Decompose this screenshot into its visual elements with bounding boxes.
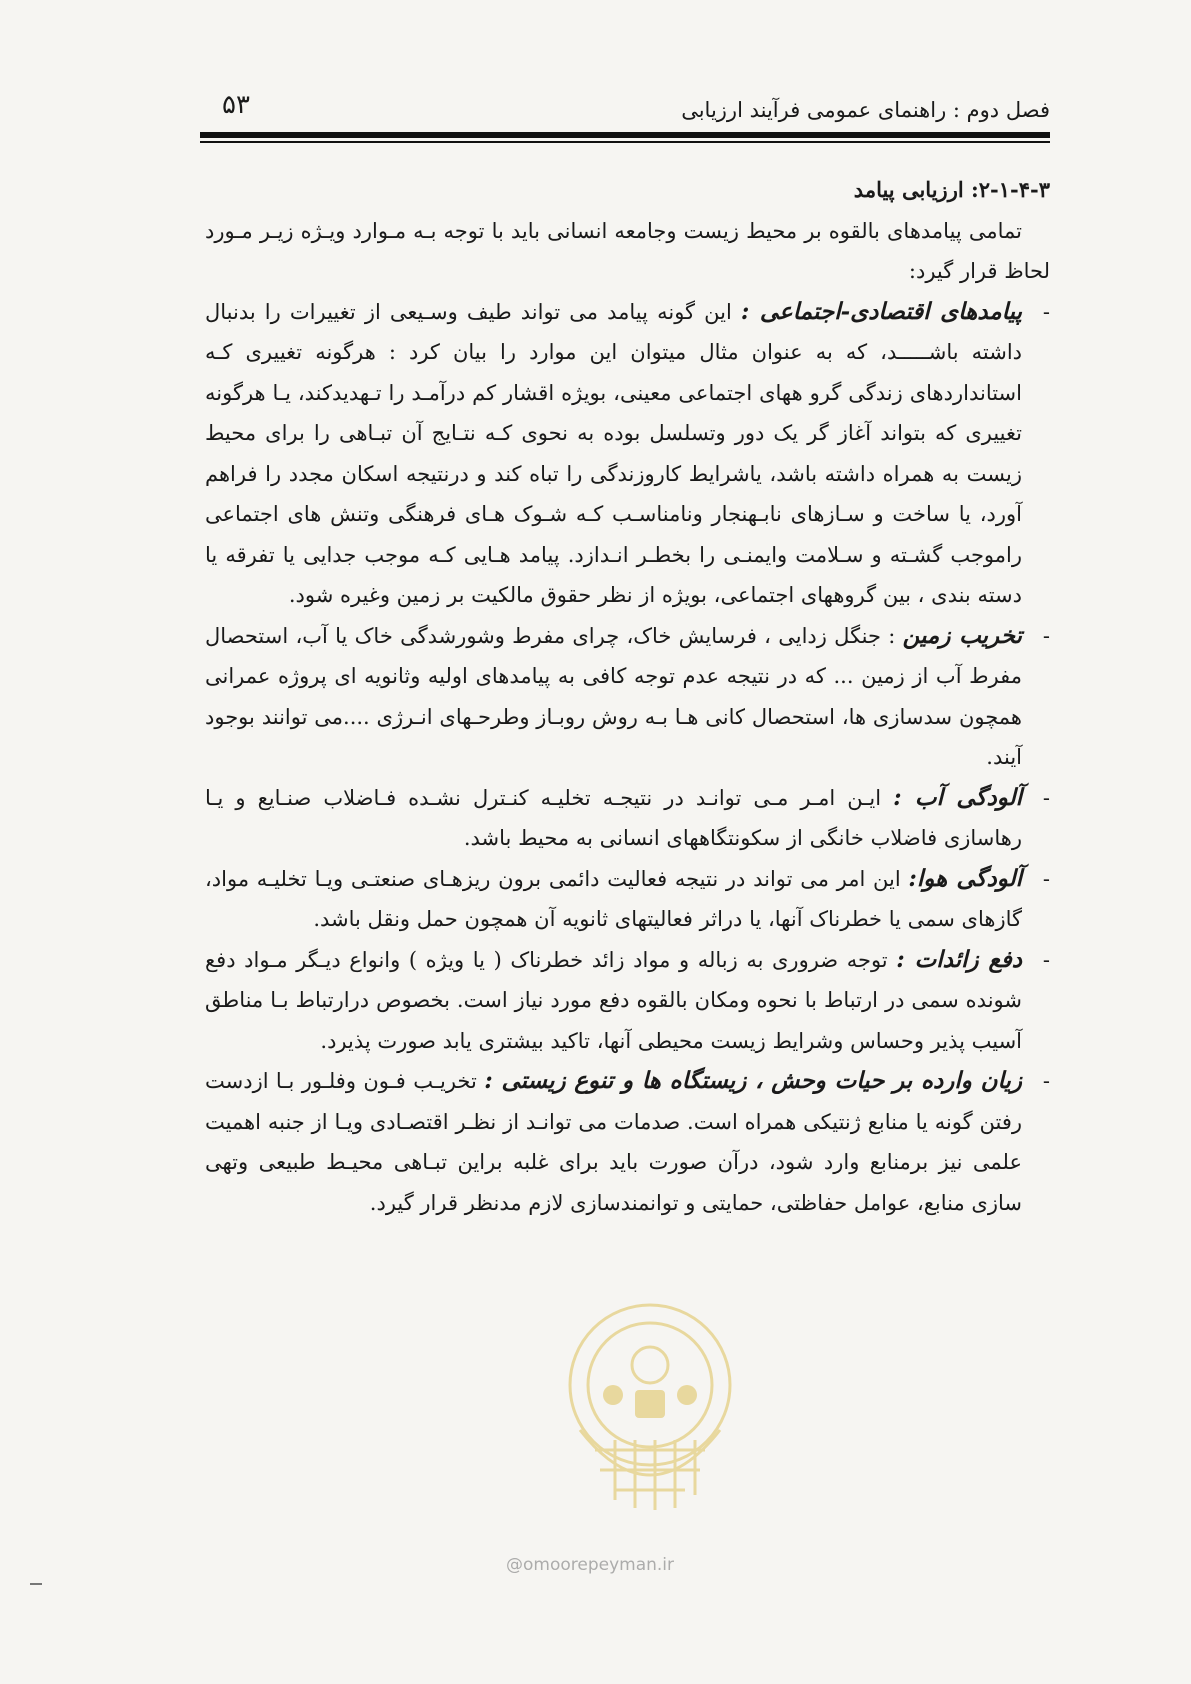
header-rule-thin: [200, 141, 1050, 143]
item-text: این گونه پیامد می تواند طیف وسـیعی از تغییرات را بدنبال داشته باشـــــد، که به عنوان مثال میتوان این موارد را بیان کرد : هرگونه تغییری کـه استانداردهای زندگی گرو ههای اجتماعی معینی، بویژه اقشار کم درآمـد را تـهدیدکند، یـا هرگونه تغییری که بتواند آغاز گر یک دور وتسلسل بوده به نحوی کـه نتـایج آن تبـاهی را برای محیط زیست به همراه داشته باشد، یاشرایط کاروزندگی را تباه کند و درنتیجه اسکان مجدد را فراهم آورد، یا ساخت و سـازهای نابـهنجار ونامناسـب کـه شـوک هـای فرهنگی وتنش های اجتماعی راموجب گشـته و سـلامت وایمنـی را بخطـر انـدازد. پیامد هـایی کـه موجب جدایی یا تفرقه یا دسته بندی ، بین گروههای اجتماعی، بویژه از نظر حقوق مالکیت بر زمین وغیره شود.: [205, 299, 1022, 607]
running-header: [200, 90, 1050, 130]
page-number: ۵۳: [222, 90, 250, 120]
item-term: آلودگی آب :: [893, 783, 1022, 811]
section-heading: ۲-۱-۴-۳: ارزیابی پیامد: [853, 177, 1050, 202]
item-text: ایـن امـر مـی توانـد در نتیجـه تخلیـه کنـترل نشـده فـاضلاب صنـایع و یـا رهاسازی فاضلاب خانگی از سکونتگاههای انسانی به محیط باشد.: [205, 785, 1022, 850]
item-text: تخریـب فـون وفلـور بـا ازدست رفتن گونه یا منابع ژنتیکی همراه است. صدمات می توانـد از نظـر اقتصـادی ویـا از جنبه اهمیت علمی نیز برمنابع وارد شود، درآن صورت باید برای غلبه براین تبـاهی محیـط طبیعی وتهی سازی منابع، عوامل حفاظتی، حمایتی و توانمندسازی لازم مدنظر قرار گیرد.: [205, 1069, 1022, 1215]
watermark-seal-icon: [555, 1290, 745, 1530]
item-text: این امر می تواند در نتیجه فعالیت دائمی برون ریزهـای صنعتـی ویـا تخلیـه مواد، گازهای سمی یا خطرناک آنها، یا دراثر فعالیتهای ثانویه آن همچون حمل ونقل باشد.: [205, 866, 1022, 931]
list-item: [205, 859, 1050, 940]
list-item: [205, 616, 1050, 778]
margin-mark: [30, 1583, 42, 1585]
item-term: زیان وارده بر حیات وحش ، زیستگاه ها و تنوع زیستی :: [484, 1067, 1022, 1094]
header-rule-thick: [200, 132, 1050, 138]
chapter-title: فصل دوم : راهنمای عمومی فرآیند ارزیابی: [681, 98, 1050, 122]
list-item: [205, 1061, 1050, 1223]
item-term: تخریب زمین: [902, 621, 1022, 649]
item-text: توجه ضروری به زباله و مواد زائد خطرناک ( یا ویژه ) وانواع دیـگر مـواد دفع شونده سمی در ارتباط با نحوه ومکان بالقوه دفع مورد نیاز است. بخصوص درارتباط بـا مناطق آسیب پذیر وحساس وشرایط زیست محیطی آنها، تاکید بیشتری یابد صورت پذیرد.: [205, 947, 1022, 1053]
bullet-dash: -: [1042, 299, 1050, 324]
watermark-text: @omoorepeyman.ir: [506, 1555, 675, 1575]
bullet-dash: -: [1042, 947, 1050, 972]
bullet-dash: -: [1042, 866, 1050, 891]
bullet-dash: -: [1042, 623, 1050, 648]
section-intro: تمامی پیامدهای بالقوه بر محیط زیست وجامعه انسانی باید با توجه بـه مـوارد ویـژه زیـر مـورد لحاظ قرار گیرد:: [205, 218, 1050, 283]
item-term: آلودگی هوا:: [908, 864, 1022, 892]
list-item: [205, 292, 1050, 616]
item-term: دفع زائدات :: [896, 945, 1022, 973]
item-text: : جنگل زدایی ، فرسایش خاک، چرای مفرط وشورشدگی خاک یا آب، استحصال مفرط آب از زمین ... که در نتیجه عدم توجه کافی به پیامدهای اولیه وثانویه ای پروژه عمرانی همچون سدسازی ها، استحصال کانی هـا بـه روش روبـاز وطرحـهای انـرژی ....می توانند بوجود آیند.: [205, 623, 1022, 769]
list-item: [205, 778, 1050, 859]
bullet-dash: -: [1042, 785, 1050, 810]
body-text: [205, 170, 1050, 1223]
item-term: پیامدهای اقتصادی-اجتماعی :: [740, 297, 1022, 325]
bullet-dash: -: [1042, 1069, 1050, 1093]
list-item: [205, 940, 1050, 1062]
